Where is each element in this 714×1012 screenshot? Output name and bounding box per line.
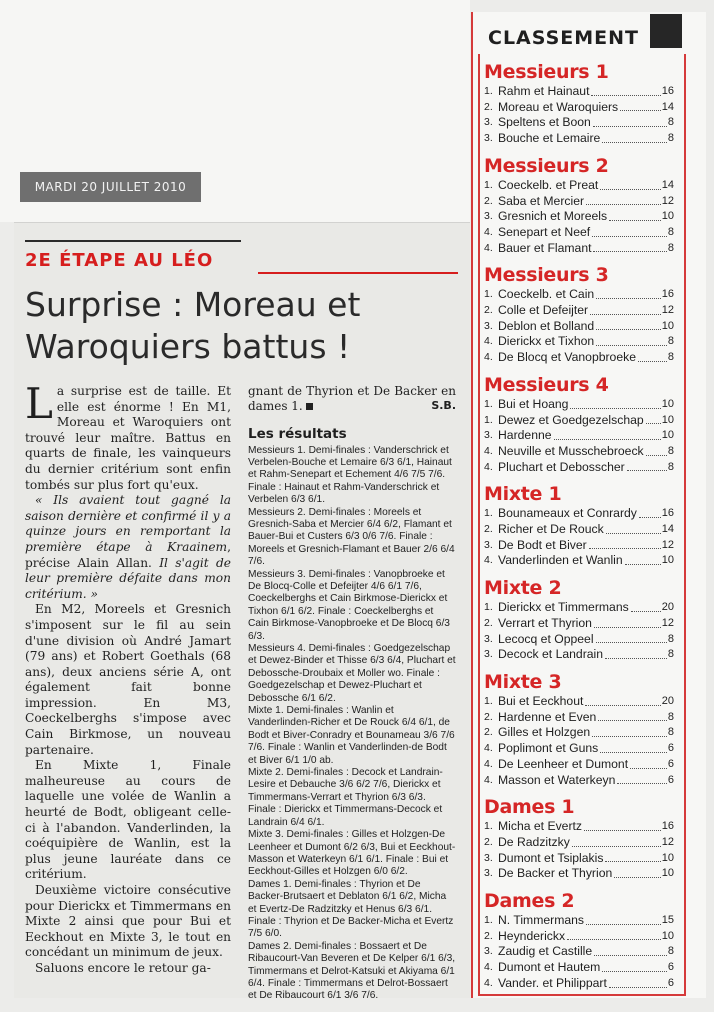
team-name: Bui et Eeckhout xyxy=(498,693,584,708)
ranking-group-title: Dames 1 xyxy=(484,796,575,819)
rank-number: 3. xyxy=(484,648,493,661)
ranking-group xyxy=(484,373,674,476)
ranking-row xyxy=(484,741,674,757)
leader-dots xyxy=(609,987,667,988)
points: 14 xyxy=(661,100,674,113)
rank-number: 1. xyxy=(484,288,493,301)
leader-dots xyxy=(584,830,661,831)
team-name: Bouche et Lemaire xyxy=(498,131,601,146)
leader-dots xyxy=(596,329,661,330)
team-name: De Radzitzky xyxy=(498,834,570,849)
points: 10 xyxy=(661,210,674,223)
ranking-row xyxy=(484,866,674,882)
leader-dots xyxy=(602,971,667,972)
ranking-row xyxy=(484,632,674,648)
ranking-row xyxy=(484,616,674,632)
ranking-row xyxy=(484,773,674,789)
ranking-group-title: Messieurs 2 xyxy=(484,154,609,177)
leader-dots xyxy=(570,408,660,409)
points: 8 xyxy=(667,335,674,348)
ranking-group xyxy=(484,263,674,366)
points: 8 xyxy=(667,116,674,129)
ranking-row xyxy=(484,538,674,554)
leader-dots xyxy=(630,768,667,769)
rank-number: 3. xyxy=(484,538,493,551)
team-name: Gilles et Holzgen xyxy=(498,725,591,740)
leader-dots xyxy=(589,548,661,549)
leader-dots xyxy=(646,423,661,424)
results-heading: Les résultats xyxy=(248,426,347,442)
points: 6 xyxy=(667,976,674,989)
rank-number: 2. xyxy=(484,304,493,317)
points: 16 xyxy=(661,288,674,301)
ranking-row xyxy=(484,600,674,616)
ranking-group-title: Messieurs 3 xyxy=(484,264,609,287)
team-name: Vanderlinden et Wanlin xyxy=(498,553,623,568)
team-name: Coeckelb. et Preat xyxy=(498,177,599,192)
points: 20 xyxy=(661,694,674,707)
ranking-row xyxy=(484,100,674,116)
corner-block xyxy=(650,14,682,48)
article-kicker: 2E ÉTAPE AU LÉO xyxy=(25,250,214,271)
rank-number: 2. xyxy=(484,194,493,207)
rank-number: 4. xyxy=(484,335,493,348)
points: 6 xyxy=(667,757,674,770)
leader-dots xyxy=(617,783,666,784)
quote-text-2: Il s'agit de leur première défaite dans mon critérium. » xyxy=(25,555,231,601)
article-column-2 xyxy=(248,384,456,1003)
team-name: Lecocq et Oppeel xyxy=(498,631,594,646)
ranking-row xyxy=(484,757,674,773)
leader-dots xyxy=(631,611,661,612)
team-name: De Bodt et Biver xyxy=(498,537,587,552)
ranking-group-title: Mixte 1 xyxy=(484,483,562,506)
paragraph-4: Deuxième victoire consécutive pour Dierickx et Timmermans en Mixte 2 ainsi que pour Bui et Eeckhout en Mixte 3, le tout en concédant un minimum de jeux. xyxy=(25,883,231,960)
ranking-row xyxy=(484,976,674,992)
rank-number: 2. xyxy=(484,100,493,113)
team-name: Neuville et Musschebroeck xyxy=(498,443,644,458)
result-entry: Messieurs 3. Demi-finales : Vanopbroeke et De Blocq-Colle et Defeijter 4/6 6/1 7/6, Coeckelberghs et Cain Birkmose-Dierickx et Tixhon 6/1 6/2. Finale : Coeckelberghs et Cain Birkmose-Vanopbroeke et De Blocq 6/3 6/3. xyxy=(248,568,450,642)
rank-number: 4. xyxy=(484,757,493,770)
rank-number: 3. xyxy=(484,319,493,332)
ranking-row xyxy=(484,319,674,335)
team-name: Hardenne xyxy=(498,428,552,443)
end-square-icon xyxy=(306,403,313,410)
points: 12 xyxy=(661,538,674,551)
rank-number: 3. xyxy=(484,945,493,958)
leader-dots xyxy=(592,236,667,237)
ranking-row xyxy=(484,710,674,726)
rank-number: 1. xyxy=(484,507,493,520)
results-list xyxy=(248,445,456,1003)
leader-dots xyxy=(593,251,666,252)
points: 16 xyxy=(661,507,674,520)
result-entry: Messieurs 2. Demi-finales : Moreels et Gresnich-Saba et Mercier 6/4 6/2, Flamant et Bauer-Bui et Custers 6/3 0/6 7/6. Finale : Moreels et Gresnich-Flamant et Bauer 2/6 6/4 7/6. xyxy=(248,506,455,568)
classement-title: CLASSEMENT xyxy=(488,27,639,49)
rank-number: 3. xyxy=(484,429,493,442)
team-name: Colle et Defeijter xyxy=(498,303,589,318)
ranking-row xyxy=(484,553,674,569)
ranking-row xyxy=(484,334,674,350)
rank-number: 4. xyxy=(484,225,493,238)
leader-dots xyxy=(596,642,667,643)
rank-number: 4. xyxy=(484,241,493,254)
team-name: De Blocq et Vanopbroeke xyxy=(498,350,636,365)
rank-number: 3. xyxy=(484,867,493,880)
team-name: De Leenheer et Dumont xyxy=(498,756,629,771)
rank-number: 4. xyxy=(484,773,493,786)
result-entry: Mixte 2. Demi-finales : Decock et Landrain-Lesire et Debauche 3/6 6/2 7/6, Dierickx et Timmermans-Verrart et Thyrion 6/3 6/3. Finale : Dierickx et Timmermans-Decock et Landrain 6/4 6/1. xyxy=(248,767,443,828)
points: 16 xyxy=(661,85,674,97)
ranking-row xyxy=(484,225,674,241)
classement-groups xyxy=(484,60,674,999)
paragraph-2: En M2, Moreels et Gresnich s'imposent sur le fil au sein d'une division où André Jamart (79 ans) et Robert Goethals (68 ans), deux anciens série A, ont également fait bonne impression. En M3, Coeckelberghs s'impose avec Cain Birkmose, un nouveau partenaire. xyxy=(25,602,231,757)
points: 10 xyxy=(661,929,674,942)
team-name: Deblon et Bolland xyxy=(498,318,595,333)
points: 8 xyxy=(667,945,674,958)
ranking-group xyxy=(484,795,674,882)
ranking-group-title: Messieurs 4 xyxy=(484,373,609,396)
leader-dots xyxy=(585,705,660,706)
rank-number: 1. xyxy=(484,85,493,97)
points: 20 xyxy=(661,601,674,614)
ranking-row xyxy=(484,506,674,522)
points: 10 xyxy=(661,319,674,332)
leader-dots xyxy=(590,314,661,315)
rank-number: 4. xyxy=(484,444,493,457)
rank-number: 3. xyxy=(484,851,493,864)
points: 12 xyxy=(661,194,674,207)
rank-number: 4. xyxy=(484,742,493,755)
ranking-row xyxy=(484,178,674,194)
kicker-rule-top xyxy=(25,240,241,242)
leader-dots xyxy=(614,877,660,878)
quote-attribution: , précise Alain Allan. xyxy=(25,539,231,570)
leader-dots xyxy=(605,658,667,659)
team-name: Moreau et Waroquiers xyxy=(498,99,619,114)
points: 8 xyxy=(667,225,674,238)
points: 12 xyxy=(661,835,674,848)
rank-number: 4. xyxy=(484,554,493,567)
team-name: Dierickx et Timmermans xyxy=(498,600,629,615)
leader-dots xyxy=(606,533,661,534)
ranking-group-title: Messieurs 1 xyxy=(484,61,609,83)
ranking-group-title: Dames 2 xyxy=(484,890,575,913)
team-name: Pluchart et Debosscher xyxy=(498,459,625,474)
ranking-row xyxy=(484,287,674,303)
points: 12 xyxy=(661,304,674,317)
team-name: Saba et Mercier xyxy=(498,193,585,208)
leader-dots xyxy=(592,736,667,737)
paragraph-5: Saluons encore le retour ga- xyxy=(35,960,211,975)
ranking-group xyxy=(484,889,674,992)
leader-dots xyxy=(605,861,660,862)
points: 10 xyxy=(661,867,674,880)
team-name: Zaudig et Castille xyxy=(498,944,593,959)
leader-dots xyxy=(600,752,667,753)
points: 8 xyxy=(667,632,674,645)
ranking-row xyxy=(484,428,674,444)
author-signature: S.B. xyxy=(431,398,456,412)
leader-dots xyxy=(554,439,661,440)
points: 6 xyxy=(667,773,674,786)
leader-dots xyxy=(638,361,667,362)
team-name: Dewez et Goedgezelschap xyxy=(498,412,644,427)
team-name: Verrart et Thyrion xyxy=(498,615,592,630)
ranking-row xyxy=(484,819,674,835)
points: 10 xyxy=(661,554,674,567)
ranking-row xyxy=(484,241,674,257)
team-name: Coeckelb. et Cain xyxy=(498,287,595,302)
quote-paragraph xyxy=(25,493,231,602)
ranking-row xyxy=(484,84,674,100)
leader-dots xyxy=(593,126,667,127)
team-name: Rahm et Hainaut xyxy=(498,84,590,98)
rank-number: 3. xyxy=(484,116,493,129)
points: 8 xyxy=(667,460,674,473)
rank-number: 2. xyxy=(484,710,493,723)
result-entry: Messieurs 1. Demi-finales : Vanderschrick et Verbelen-Bouche et Lemaire 6/3 6/1, Hainaut et Rahm-Senepart et Echement 4/6 7/5 7/6. Finale : Hainaut et Rahm-Vanderschrick et Verbelen 6/3 6/1. xyxy=(248,444,452,506)
result-entry: Messieurs 4. Demi-finales : Goedgezelschap et Dewez-Binder et Thisse 6/3 6/4, Pluchart et Debossche-Droubaix et Moller wo. Finale : Goedgezelschap et Dewez-Pluchart et Debossche 6/1 6/2. xyxy=(248,643,456,704)
points: 8 xyxy=(667,351,674,364)
rank-number: 1. xyxy=(484,694,493,707)
ranking-group xyxy=(484,60,674,147)
article-headline: Surprise : Moreau et Waroquiers battus ! xyxy=(25,285,361,366)
leader-dots xyxy=(596,298,661,299)
team-name: Masson et Waterkeyn xyxy=(498,772,616,787)
leader-dots xyxy=(602,142,667,143)
points: 10 xyxy=(661,413,674,426)
rank-number: 4. xyxy=(484,976,493,989)
paragraph-1-text: a surprise est de taille. Et elle est énorme ! En M1, Moreau et Waroquiers ont trouvé leur maître. Battus en quarts de finale, les vainqueurs du dernier critérium sont enfin tombés sur plus fort qu'eux. xyxy=(25,384,231,492)
leader-dots xyxy=(572,846,661,847)
leader-dots xyxy=(596,345,667,346)
ranking-row xyxy=(484,929,674,945)
quote-text: « Ils avaient tout gagné la saison dernière et confirmé il y a quinze jours en remportant la première étape à Kraainem xyxy=(25,493,231,554)
team-name: Dumont et Hautem xyxy=(498,960,601,975)
ranking-row xyxy=(484,960,674,976)
ranking-group xyxy=(484,482,674,569)
leader-dots xyxy=(620,110,661,111)
leader-dots xyxy=(627,470,667,471)
ranking-row xyxy=(484,194,674,210)
leader-dots xyxy=(594,627,661,628)
rank-number: 1. xyxy=(484,820,493,833)
team-name: Bounameaux et Conrardy xyxy=(498,506,637,521)
team-name: Richer et De Rouck xyxy=(498,522,604,537)
points: 8 xyxy=(667,444,674,457)
result-entry: Mixte 1. Demi-finales : Wanlin et Vanderlinden-Richer et De Rouck 6/4 6/1, de Bodt et Biver-Conradry et Bounameau 3/6 7/6 7/6. Finale : Wanlin et Vanderlinden-de Bodt et Biver 6/1 1/0 ab. xyxy=(248,705,455,766)
date-text: MARDI 20 JUILLET 2010 xyxy=(34,180,187,194)
points: 6 xyxy=(667,961,674,974)
team-name: N. Timmermans xyxy=(498,913,584,928)
team-name: Poplimont et Guns xyxy=(498,741,599,756)
rank-number: 2. xyxy=(484,616,493,629)
rank-number: 1. xyxy=(484,178,493,191)
ranking-row xyxy=(484,444,674,460)
result-entry: Dames 1. Demi-finales : Thyrion et De Backer-Brutsaert et Deblaton 6/1 6/2, Micha et Evertz-De Radzitzky et Henus 6/3 6/1. Finale : Thyrion et De Backer-Micha et Evertz 7/5 6/0. xyxy=(248,878,454,940)
leader-dots xyxy=(594,955,667,956)
ranking-row xyxy=(484,209,674,225)
ranking-row xyxy=(484,303,674,319)
points: 15 xyxy=(661,914,674,927)
ranking-row xyxy=(484,694,674,710)
column-2-lead-text: gnant de Thyrion et De Backer en dames 1. xyxy=(248,384,456,413)
points: 8 xyxy=(667,241,674,254)
paragraph-3: En Mixte 1, Finale malheureuse au cours de laquelle une volée de Wanlin a heurté de Bodt, obligeant celle-ci à l'abandon. Vanderlinden, la coéquipière de Wanlin, est la plus jeune lauréate dans ce critérium. xyxy=(25,758,231,882)
team-name: Vander. et Philippart xyxy=(498,975,607,990)
rank-number: 4. xyxy=(484,351,493,364)
ranking-row xyxy=(484,115,674,131)
points: 8 xyxy=(667,726,674,739)
team-name: Micha et Evertz xyxy=(498,819,582,834)
rank-number: 2. xyxy=(484,929,493,942)
article-column-1 xyxy=(25,379,231,977)
team-name: De Backer et Thyrion xyxy=(498,866,613,881)
points: 8 xyxy=(667,132,674,145)
points: 16 xyxy=(661,820,674,833)
leader-dots xyxy=(600,189,660,190)
points: 10 xyxy=(661,429,674,442)
rank-number: 2. xyxy=(484,523,493,536)
team-name: Dumont et Tsiplakis xyxy=(498,850,604,865)
ranking-row xyxy=(484,944,674,960)
ranking-group xyxy=(484,670,674,788)
points: 10 xyxy=(661,851,674,864)
team-name: Speltens et Boon xyxy=(498,115,591,130)
points: 14 xyxy=(661,523,674,536)
ranking-group-title: Mixte 2 xyxy=(484,577,562,600)
result-entry: Dames 2. Demi-finales : Bossaert et De Ribaucourt-Van Beveren et De Kelper 6/1 6/3, Timmermans et Delrot-Katsuki et Akiyama 6/1 6/4. Finale : Timmermans et Delrot-Bossaert et De Ribaucourt 6/1 3/6 7/6. xyxy=(248,940,456,1002)
ranking-group-title: Mixte 3 xyxy=(484,670,562,693)
ranking-group xyxy=(484,154,674,257)
ranking-row xyxy=(484,851,674,867)
rank-number: 1. xyxy=(484,601,493,614)
leader-dots xyxy=(646,455,667,456)
team-name: Hardenne et Even xyxy=(498,709,597,724)
leader-dots xyxy=(586,204,661,205)
points: 8 xyxy=(667,648,674,661)
leader-dots xyxy=(625,564,661,565)
ranking-row xyxy=(484,350,674,366)
result-entry: Mixte 3. Demi-finales : Gilles et Holzgen-De Leenheer et Dumont 6/2 6/3, Bui et Eeckhout-Masson et Waterkeyn 6/1 6/1. Finale : Bui et Eeckhout-Gilles et Holzgen 6/0 6/2. xyxy=(248,829,456,878)
ranking-row xyxy=(484,131,674,147)
team-name: Bauer et Flamant xyxy=(498,240,592,255)
drop-cap: L xyxy=(25,379,53,428)
ranking-row xyxy=(484,397,674,413)
ranking-row xyxy=(484,725,674,741)
ranking-row xyxy=(484,835,674,851)
ranking-row xyxy=(484,413,674,429)
leader-dots xyxy=(639,517,661,518)
leader-dots xyxy=(609,220,661,221)
rank-number: 3. xyxy=(484,132,493,145)
leader-dots xyxy=(598,720,667,721)
rank-number: 4. xyxy=(484,460,493,473)
rank-number: 1. xyxy=(484,413,493,426)
team-name: Dierickx et Tixhon xyxy=(498,334,595,349)
ranking-group xyxy=(484,576,674,663)
rank-number: 2. xyxy=(484,835,493,848)
leader-dots xyxy=(586,924,661,925)
column-2-lead xyxy=(248,384,456,413)
rank-number: 4. xyxy=(484,961,493,974)
ranking-row xyxy=(484,522,674,538)
points: 12 xyxy=(661,616,674,629)
ranking-row xyxy=(484,647,674,663)
rank-number: 1. xyxy=(484,397,493,410)
team-name: Heynderickx xyxy=(498,928,566,943)
team-name: Gresnich et Moreels xyxy=(498,209,608,224)
date-banner xyxy=(20,172,201,202)
leader-dots xyxy=(567,939,661,940)
leader-dots xyxy=(591,95,660,96)
ranking-row xyxy=(484,460,674,476)
rank-number: 3. xyxy=(484,632,493,645)
team-name: Senepart et Neef xyxy=(498,224,591,239)
points: 8 xyxy=(667,710,674,723)
rank-number: 2. xyxy=(484,726,493,739)
points: 6 xyxy=(667,742,674,755)
team-name: Bui et Hoang xyxy=(498,396,569,411)
points: 10 xyxy=(661,397,674,410)
points: 14 xyxy=(661,178,674,191)
rank-number: 3. xyxy=(484,210,493,223)
team-name: Decock et Landrain xyxy=(498,647,604,662)
rank-number: 1. xyxy=(484,914,493,927)
kicker-rule-red xyxy=(258,272,458,274)
ranking-row xyxy=(484,913,674,929)
paragraph-1 xyxy=(25,379,231,493)
